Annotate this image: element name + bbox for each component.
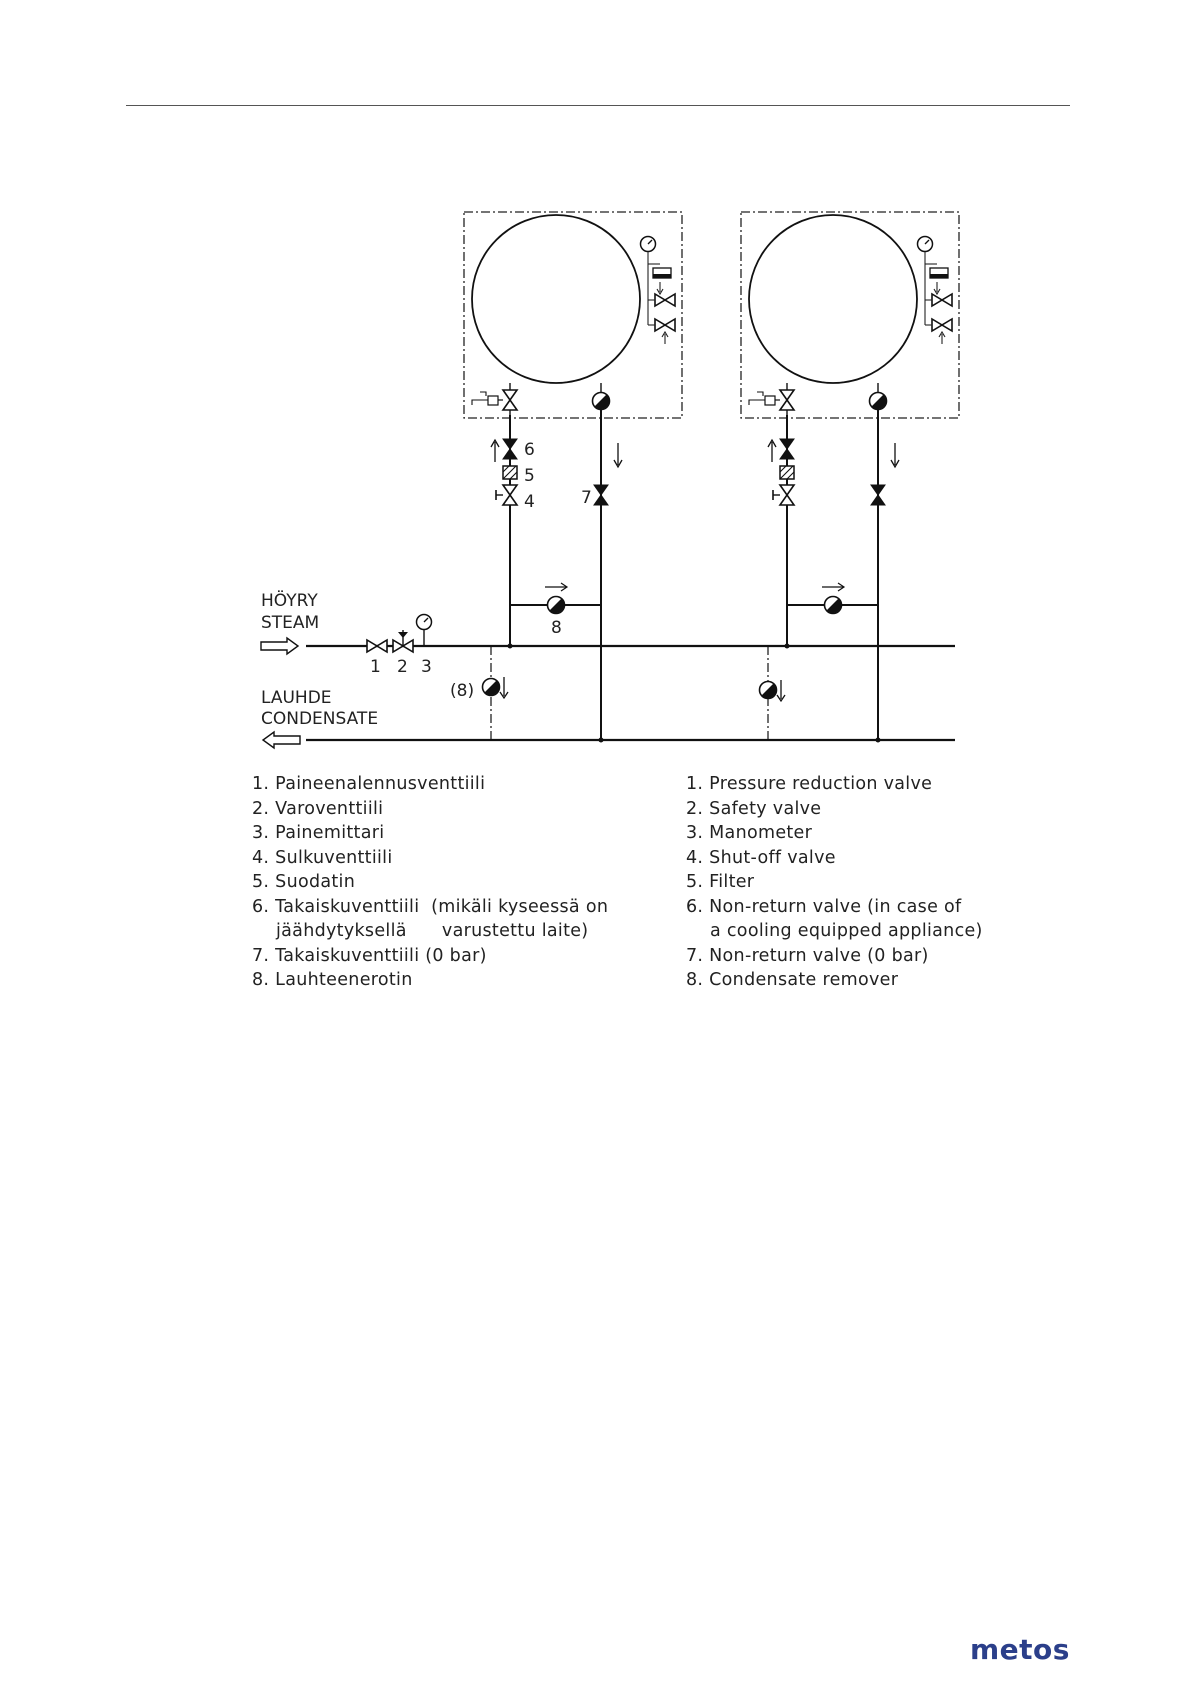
callout-5: 5 — [524, 466, 535, 486]
unit-1-filter-icon — [503, 466, 517, 479]
unit-1-return-valve-icon — [594, 485, 608, 505]
unit-2-down-arrow-icon — [891, 443, 899, 467]
steam-inlet-arrow-icon — [261, 638, 298, 654]
condensate-label-en: CONDENSATE — [261, 709, 379, 729]
callout-8: 8 — [551, 618, 562, 638]
kettle-2-vent-valve-icon — [932, 294, 952, 306]
legend-en-item: 4. Shut-off valve — [686, 847, 836, 868]
unit-2-shut-off-valve-icon — [773, 485, 794, 505]
kettle-2-drain-valve-icon — [932, 319, 952, 331]
kettle-1-gauge-icon — [641, 237, 656, 252]
unit-1-up-arrow-icon — [491, 440, 499, 462]
legend-fi-item: jäähdytyksellä varustettu laite) — [276, 921, 589, 941]
metos-logo — [970, 1633, 1070, 1666]
legend-en-item: 7. Non-return valve (0 bar) — [686, 945, 929, 966]
legend-finnish — [252, 772, 608, 993]
legend-fi-item: 4. Sulkuventtiili — [252, 847, 393, 868]
legend-en-item: 6. Non-return valve (in case of — [686, 896, 962, 917]
legend-fi-item: 1. Paineenalennusventtiili — [252, 774, 486, 794]
steam-label-en: STEAM — [261, 613, 320, 633]
legend-fi-item: 7. Takaiskuventtiili (0 bar) — [252, 945, 487, 966]
safety-valve-icon — [393, 630, 413, 652]
legend-english — [686, 772, 983, 993]
legend-fi-item: 2. Varoventtiili — [252, 798, 384, 819]
unit-1-shut-off-valve-icon — [496, 485, 517, 505]
legend-en-item: 8. Condensate remover — [686, 970, 899, 990]
unit-2-optional-trap-icon — [760, 682, 777, 699]
callout-8-optional: (8) — [450, 681, 475, 701]
legend-fi-item: 3. Painemittari — [252, 823, 385, 843]
legend-en-item: 2. Safety valve — [686, 798, 822, 819]
pressure-reduction-valve-icon — [367, 640, 387, 652]
unit-2-up-arrow-icon — [768, 440, 776, 462]
kettle-unit-2 — [741, 212, 959, 418]
legend-en-item: 5. Filter — [686, 872, 755, 892]
legend-en-item: a cooling equipped appliance) — [710, 921, 983, 941]
unit-1-condensate-remover-icon — [545, 583, 567, 614]
condensate-label-fi: LAUHDE — [261, 688, 332, 708]
condensate-outlet-arrow-icon — [263, 732, 300, 748]
legend-fi-item: 6. Takaiskuventtiili (mikäli kyseessä on — [252, 896, 609, 917]
manometer-icon — [417, 615, 432, 647]
legend-en-item: 1. Pressure reduction valve — [686, 774, 933, 794]
unit-2-return-valve-icon — [871, 485, 885, 505]
unit-2-optional-down-arrow-icon — [777, 680, 785, 701]
kettle-1-trap-icon — [593, 393, 610, 410]
callout-4: 4 — [524, 492, 535, 512]
unit-1-optional-down-arrow-icon — [500, 677, 508, 698]
unit-2-condensate-remover-icon — [822, 583, 844, 614]
kettle-1-drain-valve-icon — [655, 319, 675, 331]
kettle-2-gauge-icon — [918, 237, 933, 252]
unit-2-non-return-valve-icon — [780, 439, 794, 459]
unit-2-filter-icon — [780, 466, 794, 479]
legend-fi-item: 5. Suodatin — [252, 872, 356, 892]
callout-3: 3 — [421, 657, 432, 677]
legend-en-item: 3. Manometer — [686, 823, 813, 843]
kettle-2-solenoid-valve-icon — [780, 390, 794, 410]
kettle-2-trap-icon — [870, 393, 887, 410]
callout-2: 2 — [397, 657, 408, 677]
kettle-1-vent-valve-icon — [655, 294, 675, 306]
unit-1-optional-trap-icon — [483, 679, 500, 696]
legend-fi-item: 8. Lauhteenerotin — [252, 970, 413, 990]
callout-6: 6 — [524, 440, 535, 460]
kettle-1-solenoid-valve-icon — [503, 390, 517, 410]
unit-1-down-arrow-icon — [614, 443, 622, 467]
callout-1: 1 — [370, 657, 381, 677]
callout-7: 7 — [581, 488, 592, 508]
steam-label-fi: HÖYRY — [261, 591, 318, 611]
kettle-unit-1 — [464, 212, 682, 418]
brand-name: metos — [970, 1633, 1070, 1666]
unit-1-non-return-valve-icon — [503, 439, 517, 459]
